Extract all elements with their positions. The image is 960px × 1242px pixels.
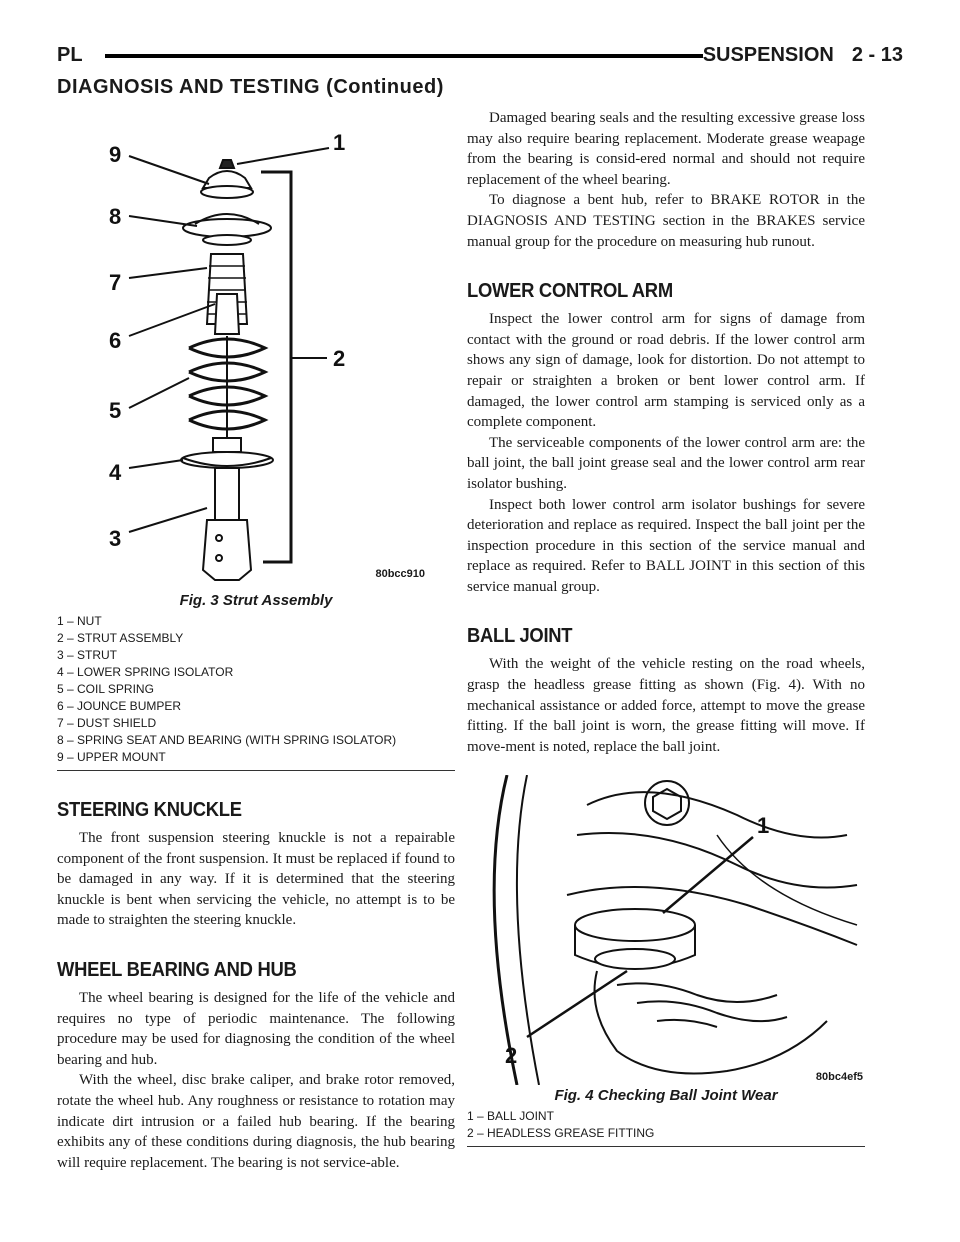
section-heading-ball-joint: BALL JOINT: [467, 625, 573, 648]
figure-4-caption: Fig. 4 Checking Ball Joint Wear: [554, 1087, 778, 1105]
legend-item: 8 – SPRING SEAT AND BEARING (WITH SPRING ISOLATOR): [57, 733, 397, 747]
paragraph: To diagnose a bent hub, refer to BRAKE ROTOR in the DIAGNOSIS AND TESTING section in the BRAKES service manual group for the procedure on measuring hub runout.: [467, 192, 865, 250]
callout-2: 2: [505, 1043, 518, 1069]
figure-4-ball-joint: [467, 775, 865, 1147]
callout-7: 7: [109, 270, 122, 295]
paragraph: Inspect the lower control arm for signs of damage from contact with the ground or road debris. If the lower control arm shows any sign of damage, look for distortion. Do not attempt to repair or straighten a broken or bent lower control arm. If damaged, the lower control arm stamping is serviced only as a complete component.: [467, 311, 865, 431]
legend-item: 2 – HEADLESS GREASE FITTING: [467, 1126, 655, 1141]
section-heading-steering-knuckle: STEERING KNUCKLE: [57, 799, 242, 821]
paragraph: The wheel bearing is designed for the life of the vehicle and requires no type of periodic maintenance. The following procedure may be used for diagnosing the condition of the wheel bearing and hub.: [57, 989, 455, 1068]
callout-5: 5: [109, 398, 122, 423]
figure-3-strut-assembly: [57, 108, 455, 771]
legend-item: 7 – DUST SHIELD: [57, 716, 157, 730]
paragraph: With the weight of the vehicle resting on the road wheels, grasp the headless grease fitting as shown (Fig. 4). With no mechanical assistance or added force, attempt to move the grease fitting. If the ball joint is worn, the grease fitting will move. If move-ment is noted, replace the ball joint.: [467, 656, 865, 755]
right-column: [467, 108, 865, 1147]
continued-heading: DIAGNOSIS AND TESTING (Continued): [57, 76, 444, 98]
paragraph: With the wheel, disc brake caliper, and brake rotor removed, rotate the wheel hub. Any roughness or resistance to rotation may indicate dirt intrusion or a failed hub bearing. If the bearing exhibits any of these conditions during diagnosis, the hub bearing will require replacement. The bearing is not service-able.: [57, 1072, 455, 1171]
paragraph: The front suspension steering knuckle is not a repairable component of the front suspension. It must be replaced if found to be damaged in any way. If it is determined that the steering knuckle is bent when servicing the vehicle, no attempt is to be made to straighten the steering knuckle.: [57, 830, 455, 929]
page-header: [57, 44, 903, 72]
legend-item: 1 – BALL JOINT: [467, 1109, 554, 1124]
figure-code: 80bcc910: [375, 568, 425, 580]
callout-9: 9: [109, 142, 122, 167]
strut-assembly-illustration: [57, 108, 455, 590]
callout-2: 2: [333, 346, 346, 371]
legend-item: 6 – JOUNCE BUMPER: [57, 699, 182, 713]
paragraph: Damaged bearing seals and the resulting excessive grease loss may also require bearing replacement. Moderate grease weapage from the bearing is consid-ered normal and should not require replacement of the wheel bearing.: [467, 110, 865, 188]
header-rule: [105, 54, 703, 58]
vehicle-code: PL: [57, 44, 83, 66]
figure-3-legend: [57, 613, 455, 771]
callout-8: 8: [109, 204, 122, 229]
section-name: SUSPENSION: [702, 44, 834, 66]
page-number: 2 - 13: [851, 44, 903, 66]
section-heading-lower-control-arm: LOWER CONTROL ARM: [467, 280, 673, 303]
header-right: [685, 44, 903, 67]
ball-joint-photo-illustration: [467, 775, 865, 1085]
figure-code: 80bc4ef5: [815, 1071, 863, 1084]
legend-item: 1 – NUT: [57, 614, 102, 628]
callout-1: 1: [333, 130, 346, 155]
paragraph: The serviceable components of the lower control arm are: the ball joint, the ball joint grease seal and the lower control arm rear isolator bushing.: [467, 434, 865, 492]
legend-item: 4 – LOWER SPRING ISOLATOR: [57, 665, 234, 679]
callout-1: 1: [757, 813, 770, 839]
legend-item: 5 – COIL SPRING: [57, 682, 154, 696]
paragraph: Inspect both lower control arm isolator bushings for severe deterioration and replace as required. Inspect the ball joint per the inspection procedure in this section of the service manual and replace as required. Refer to BALL JOINT in this section of this service manual group.: [467, 496, 865, 595]
legend-item: 2 – STRUT ASSEMBLY: [57, 631, 184, 645]
legend-item: 9 – UPPER MOUNT: [57, 750, 166, 764]
figure-3-caption: Fig. 3 Strut Assembly: [179, 592, 333, 609]
left-column: [57, 108, 455, 1173]
section-heading-wheel-bearing: WHEEL BEARING AND HUB: [57, 958, 297, 981]
callout-3: 3: [109, 526, 122, 551]
callout-4: 4: [109, 460, 122, 485]
callout-6: 6: [109, 328, 122, 353]
legend-item: 3 – STRUT: [57, 648, 118, 662]
figure-4-legend: [467, 1108, 865, 1147]
